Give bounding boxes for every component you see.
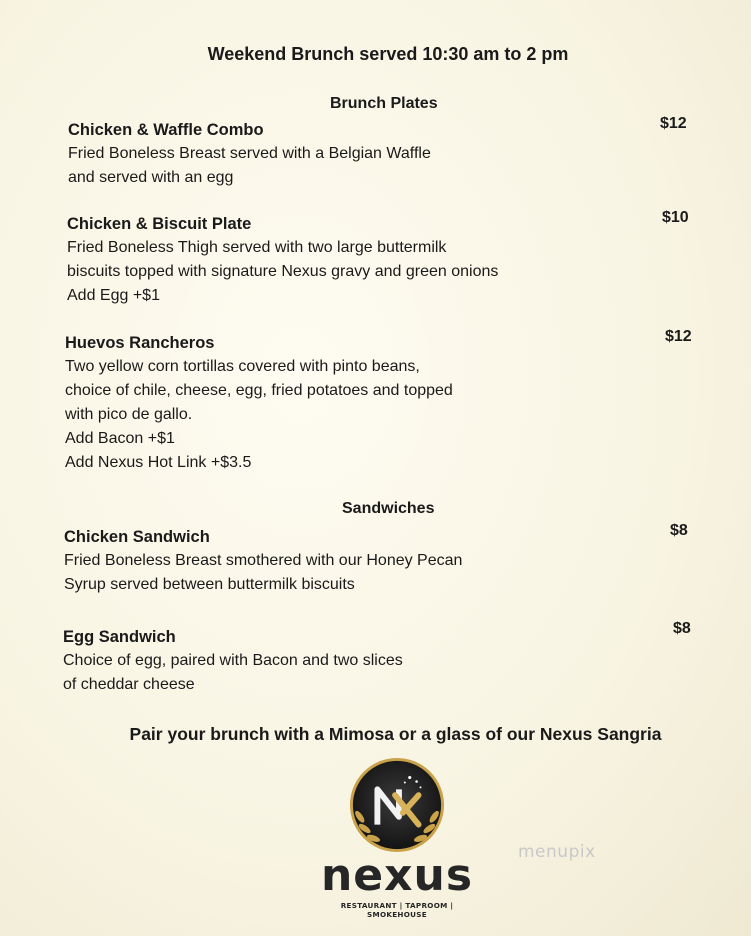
- item-name: Chicken Sandwich: [64, 528, 210, 546]
- item-desc-line: Fried Boneless Breast served with a Belgian Waffle: [68, 145, 431, 162]
- item-desc-line: Syrup served between buttermilk biscuits: [64, 576, 355, 593]
- menu-item-chicken-waffle: [68, 118, 431, 190]
- menu-item-chicken-biscuit: [67, 212, 498, 308]
- page-title: Weekend Brunch served 10:30 am to 2 pm: [207, 44, 569, 64]
- item-desc-line: and served with an egg: [68, 169, 234, 186]
- item-price: $8: [670, 522, 688, 539]
- item-desc-line: Add Egg +$1: [67, 287, 160, 304]
- nexus-logo: [312, 756, 482, 919]
- section-title-sandwiches: Sandwiches: [342, 500, 435, 517]
- item-desc-line: Two yellow corn tortillas covered with pinto beans,: [65, 358, 420, 375]
- item-name: Chicken & Waffle Combo: [68, 121, 264, 139]
- pairing-note: Pair your brunch with a Mimosa or a glass of our Nexus Sangria: [129, 724, 662, 744]
- item-desc-line: choice of chile, cheese, egg, fried potatoes and topped: [65, 382, 453, 399]
- item-price: $8: [673, 620, 691, 637]
- menu-item-chicken-sandwich: [64, 525, 462, 597]
- section-title-brunch-plates: Brunch Plates: [330, 95, 438, 112]
- logo-wordmark: nexus: [320, 850, 474, 901]
- item-desc-line: Add Nexus Hot Link +$3.5: [65, 454, 252, 471]
- watermark: menupix: [518, 842, 596, 862]
- item-desc-line: Fried Boneless Breast smothered with our Honey Pecan: [64, 552, 463, 569]
- item-desc-line: Choice of egg, paired with Bacon and two slices: [63, 652, 403, 669]
- item-name: Egg Sandwich: [63, 628, 176, 646]
- nexus-emblem-icon: [348, 756, 446, 854]
- item-desc-line: biscuits topped with signature Nexus gravy and green onions: [67, 263, 499, 280]
- item-name: Chicken & Biscuit Plate: [67, 215, 252, 233]
- item-price: $10: [662, 209, 689, 226]
- item-desc-line: Add Bacon +$1: [65, 430, 175, 447]
- item-name: Huevos Rancheros: [65, 334, 215, 352]
- menu-item-egg-sandwich: [63, 625, 403, 697]
- item-desc-line: of cheddar cheese: [63, 676, 195, 693]
- menu-item-huevos-rancheros: [65, 331, 453, 475]
- item-price: $12: [660, 115, 687, 132]
- item-desc-line: Fried Boneless Thigh served with two large buttermilk: [67, 239, 447, 256]
- logo-tagline: RESTAURANT | TAPROOM | SMOKEHOUSE: [340, 901, 454, 919]
- item-price: $12: [665, 328, 692, 345]
- item-desc-line: with pico de gallo.: [65, 406, 193, 423]
